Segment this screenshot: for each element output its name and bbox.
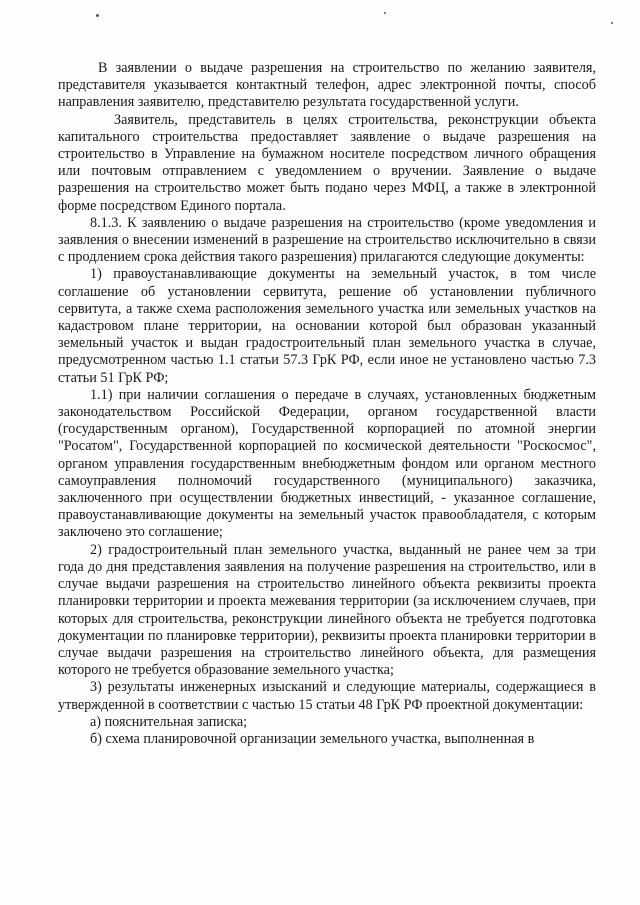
paragraph-submission: Заявитель, представитель в целях строительства, реконструкции объекта капитального строительства предоставляет заявление о выдаче разрешения на строительство в Управление на бумажном носителе посредством личного обращения или почтовым отправлением с уведомлением о вручении. Заявление о выдаче разрешения на строительство может быть подано через МФЦ, а также в электронной форме посредством Единого портала. (58, 111, 596, 214)
scan-speck (384, 12, 386, 14)
paragraph-item-3-a: а) пояснительная записка; (90, 713, 248, 730)
scan-speck (611, 22, 613, 24)
scan-speck (96, 14, 99, 17)
paragraph-item-3: 3) результаты инженерных изысканий и следующие материалы, содержащиеся в утвержденной в соответствии с частью 15 статьи 48 ГрК РФ проектной документации: (58, 679, 596, 713)
paragraph-item-1: 1) правоустанавливающие документы на земельный участок, в том числе соглашение об установлении сервитута, решение об установлении публичного сервитута, а также схема расположения земельного участка или земельных участков на кадастровом плане территории, на основании которой был образован указанный земельный участок и выдан градостроительный план земельного участка в случае, предусмотренном частью 1.1 статьи 57.3 ГрК РФ, если иное не установлено частью 7.3 статьи 51 ГрК РФ; (58, 266, 596, 386)
paragraph-contact-info: В заявлении о выдаче разрешения на строительство по желанию заявителя, представителя указывается контактный телефон, адрес электронной почты, способ направления заявителю, представителю результата государственной услуги. (58, 60, 596, 111)
document-body (58, 60, 596, 748)
paragraph-8-1-3: 8.1.3. К заявлению о выдаче разрешения на строительство (кроме уведомления и заявления о внесении изменений в разрешение на строительство исключительно в связи с продлением срока действия такого разрешения) прилагаются следующие документы: (58, 214, 596, 266)
paragraph-item-2: 2) градостроительный план земельного участка, выданный не ранее чем за три года до дня представления заявления на получение разрешения на строительство, или в случае выдачи разрешения на строительство линейного объекта реквизиты проекта планировки территории и проекта межевания территории (за исключением случаев, при которых для строительства, реконструкции линейного объекта не требуется подготовка документации по планировке территории), реквизиты проекта планировки территории в случае выдачи разрешения на строительство линейного объекта, для размещения которого не требуется образование земельного участка; (58, 541, 596, 679)
paragraph-item-1-1: 1.1) при наличии соглашения о передаче в случаях, установленных бюджетным законодательством Российской Федерации, органом государственной власти (государственным органом), Государственной корпорацией по атомной энергии "Росатом", Государственной корпорацией по космической деятельности "Роскосмос", органом управления государственным внебюджетным фондом или органом местного самоуправления полномочий государственного (муниципального) заказчика, заключенного при осуществлении бюджетных инвестиций, - указанное соглашение, правоустанавливающие документы на земельный участок правообладателя, с которым заключено это соглашение; (58, 386, 596, 541)
paragraph-item-3-b: б) схема планировочной организации земельного участка, выполненная в (90, 730, 535, 747)
